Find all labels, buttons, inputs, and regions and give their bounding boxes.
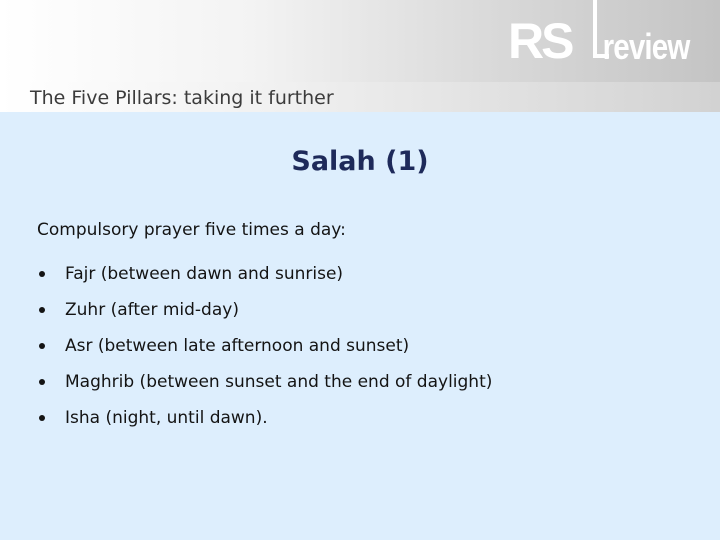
list-item <box>37 400 492 436</box>
bullet-icon <box>39 379 45 385</box>
bullet-list <box>37 256 492 436</box>
intro-text: Compulsory prayer five times a day: <box>37 220 346 240</box>
list-item <box>37 256 492 292</box>
bullet-icon <box>39 271 45 277</box>
bullet-icon <box>39 415 45 421</box>
svg-text:RS: RS <box>508 13 572 66</box>
list-item <box>37 364 492 400</box>
bullet-icon <box>39 343 45 349</box>
list-item-text: Zuhr (after mid-day) <box>65 300 239 320</box>
rs-review-logo <box>505 0 720 66</box>
list-item-text: Fajr (between dawn and sunrise) <box>65 264 344 284</box>
list-item-text: Maghrib (between sunset and the end of daylight) <box>65 372 493 392</box>
bullet-icon <box>39 307 45 313</box>
slide-title: Salah (1) <box>291 146 429 177</box>
deck-title: The Five Pillars: taking it further <box>30 87 334 109</box>
list-item-text: Isha (night, until dawn). <box>65 408 268 428</box>
list-item <box>37 328 492 364</box>
list-item-text: Asr (between late afternoon and sunset) <box>65 336 410 356</box>
svg-text:review: review <box>602 26 690 66</box>
list-item <box>37 292 492 328</box>
